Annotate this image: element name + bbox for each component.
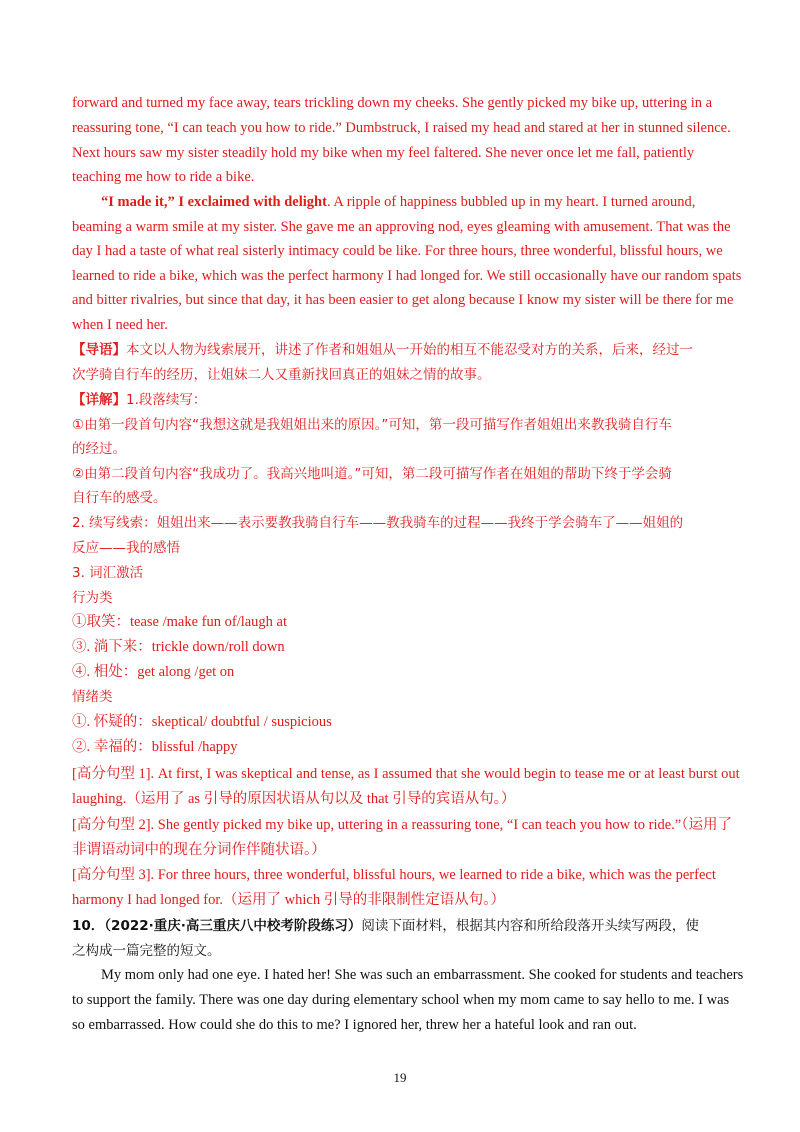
guide-tag: 【导语】 (72, 342, 126, 358)
paragraph-line: beaming a warm smile at my sister. She gave me an approving nod, eyes gleaming with amusement. That was the (72, 219, 731, 235)
sentence-pattern-line: harmony I had longed for.（运用了 which 引导的非限制性定语从句。） (72, 892, 505, 908)
paragraph-line: reassuring tone, “I can teach you how to ride.” Dumbstruck, I raised my head and stared at her in stunned silence. (72, 120, 731, 136)
detail-line: 行为类 (72, 590, 113, 606)
vocab-line: ①. 怀疑的：skeptical/ doubtful / suspicious (72, 714, 332, 730)
sentence-pattern-line: 非谓语动词中的现在分词作伴随状语。） (72, 842, 326, 858)
paragraph-line: learned to ride a bike, which was the perfect harmony I had longed for. We still occasionally have our random spats (72, 268, 742, 284)
vocab-line: ①取笑：tease /make fun of/laugh at (72, 614, 288, 630)
paragraph-line: forward and turned my face away, tears trickling down my cheeks. She gently picked my bike up, uttering in a (72, 95, 713, 111)
detail-line: ①由第一段首句内容“我想这就是我姐姐出来的原因。”可知，第一段可描写作者姐姐出来教我骑自行车 (72, 417, 672, 433)
vocab-line: ③. 淌下来：trickle down/roll down (72, 639, 285, 655)
paragraph-text: . A ripple of happiness bubbled up in my heart. I turned around, (326, 194, 696, 210)
detail-line: 2. 续写线索：姐姐出来——表示要教我骑自行车——教我骑车的过程——我终于学会骑车了——姐姐的 (72, 515, 684, 531)
detail-line: 自行车的感受。 (72, 490, 167, 506)
sentence-pattern-line: laughing.（运用了 as 引导的原因状语从句以及 that 引导的宾语从句。） (72, 791, 516, 807)
detail-line: 反应——我的感悟 (72, 540, 180, 556)
detail-line: 3. 词汇激活 (72, 565, 144, 581)
guide-line: 次学骑自行车的经历，让姐妹二人又重新找回真正的姐妹之情的故事。 (72, 367, 491, 383)
passage-line: My mom only had one eye. I hated her! She was such an embarrassment. She cooked for students and teachers (101, 967, 744, 983)
question-instruction-line: 之构成一篇完整的短文。 (72, 943, 221, 959)
question-number: 10． (72, 918, 105, 934)
detail-line: ②由第二段首句内容“我成功了。我高兴地叫道。”可知，第二段可描写作者在姐姐的帮助下终于学会骑 (72, 466, 672, 482)
paragraph-line: when I need her. (72, 317, 168, 333)
detail-tag: 【详解】 (72, 392, 126, 408)
sentence-pattern-line: [高分句型 3]. For three hours, three wonderful, blissful hours, we learned to ride a bike, which was the perfect (72, 867, 716, 883)
page-number: 19 (393, 1070, 407, 1085)
sentence-pattern-line: [高分句型 1]. At first, I was skeptical and tense, as I assumed that she would begin to tease me or at least burst out (72, 766, 740, 782)
guide-line (72, 341, 693, 359)
paragraph-first-line (101, 193, 695, 211)
paragraph-line: day I had a taste of what real sisterly intimacy could be like. For three hours, three wonderful, blissful hours, we (72, 243, 723, 259)
detail-head: 1.段落续写： (126, 392, 207, 408)
passage-line: to support the family. There was one day during elementary school when my mom came to say hello to me. I was (72, 992, 730, 1008)
detail-heading (72, 391, 206, 409)
question-header (72, 917, 699, 935)
guide-text: 本文以人物为线索展开，讲述了作者和姐姐从一开始的相互不能忍受对方的关系，后来，经过一 (126, 342, 693, 358)
sentence-pattern-line: [高分句型 2]. She gently picked my bike up, uttering in a reassuring tone, “I can teach you how to ride.”（运用了 (72, 817, 732, 833)
question-source: （2022·重庆·高三重庆八中校考阶段练习） (104, 918, 362, 934)
vocab-line: ②. 幸福的：blissful /happy (72, 739, 238, 755)
vocab-line: ④. 相处：get along /get on (72, 664, 235, 680)
detail-line: 情绪类 (72, 689, 113, 705)
paragraph-line: Next hours saw my sister steadily hold my bike when my feel faltered. She never once let me fall, patiently (72, 145, 695, 161)
detail-line: 的经过。 (72, 441, 126, 457)
opening-sentence: “I made it,” I exclaimed with delight (101, 194, 327, 210)
paragraph-line: teaching me how to ride a bike. (72, 169, 255, 185)
passage-line: so embarrassed. How could she do this to me? I ignored her, threw her a hateful look and ran out. (72, 1017, 637, 1033)
question-instruction: 阅读下面材料，根据其内容和所给段落开头续写两段，使 (361, 918, 699, 934)
paragraph-line: and bitter rivalries, but since that day, it has been easier to get along because I know my sister will be there for me (72, 292, 734, 308)
